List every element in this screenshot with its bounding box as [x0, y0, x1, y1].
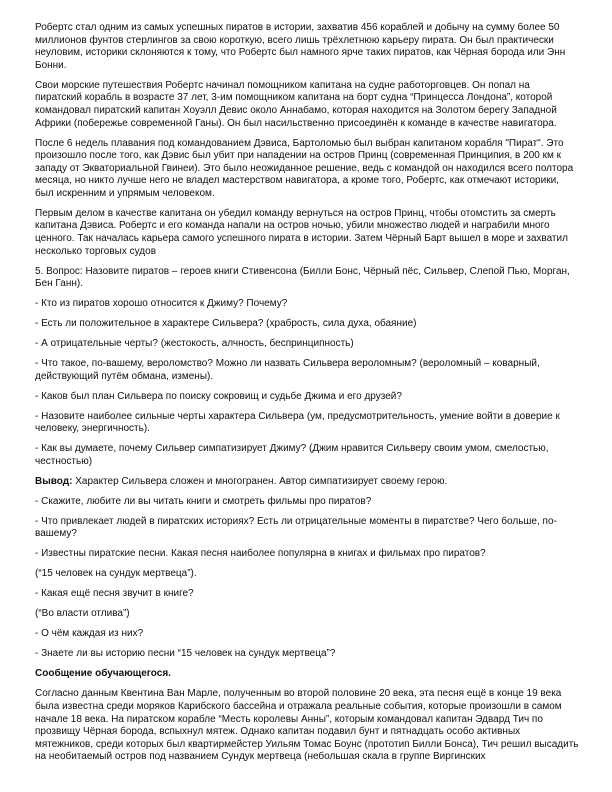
answer-song-1: (“15 человек на сундук мертвеца”).	[35, 568, 197, 580]
conclusion-text: Характер Сильвера сложен и многогранен. Автор симпатизирует своему герою.	[72, 475, 448, 487]
question-jim: - Кто из пиратов хорошо относится к Джиму? Почему?	[35, 298, 288, 310]
section-heading: Сообщение обучающегося.	[35, 668, 171, 680]
question-books-films: - Скажите, любите ли вы читать книги и смотреть фильмы про пиратов?	[35, 495, 372, 507]
paragraph-song-history: Согласно данным Квентина Ван Марле, полученным во второй половине 20 века, эта песня ещё в конце 19 века была известна среди моряков Карибского бассейна и отражала реальные события, которые произошли в самом начале 18 века. На пиратском корабле “Месть королевы Анны”, которым командовал капитан Эдвард Тич по прозвищу Чёрная борода, вспыхнул мятеж. Однако капитан подавил бунт и пятнадцать особо активных мятежников, среди которых был квартирмейстер Уильям Томас Боунс (прототип Билли Бонса), Тич решил высадить на необитаемый остров под названием Сундук мертвеца (небольшая скала в группе Виргинских	[35, 688, 579, 763]
paragraph-roberts-revenge: Первым делом в качестве капитана он убедил команду вернуться на остров Принц, чтобы отомстить за смерть капитана Дэвиса. Робертс и его команда напали на остров ночью, убили множество людей и награбили много ценного. Так началась карьера самого успешного пирата в истории. Затем Чёрный Барт вышел в море и захватил несколько торговых судов	[35, 207, 568, 257]
paragraph-roberts-voyages: Свои морские путешествия Робертс начинал помощником капитана на судне работорговцев. Он попал на пиратский корабль в возрасте 37 лет, 3-им помощником капитана на борт судна “Принцесса Лондона”, которой командовал пиратский капитан Хоуэлл Девис около Аннабамо, которая находится на Золотом берегу Западной Африки (побережье современной Ганы). Он был насильственно присоединён к команде в качестве навигатора.	[35, 79, 557, 129]
question-silver-negative: - А отрицательные черты? (жестокость, алчность, беспринципность)	[35, 338, 354, 350]
question-silver-sympathy: - Как вы думаете, почему Сильвер симпатизирует Джиму? (Джим нравится Сильверу своим умом, смелостью, честностью)	[35, 443, 549, 467]
conclusion-label: Вывод:	[35, 475, 73, 487]
conclusion	[35, 476, 579, 489]
question-song-meaning: - О чём каждая из них?	[35, 628, 144, 640]
question-silver-strengths: - Назовите наиболее сильные черты характера Сильвера (ум, предусмотрительность, умение войти в доверие к человеку, энергичность).	[35, 410, 560, 435]
question-song-history: - Знаете ли вы историю песни “15 человек на сундук мертвеца”?	[35, 648, 336, 660]
question-5: 5. Вопрос: Назовите пиратов – героев книги Стивенсона (Билли Бонс, Чёрный пёс, Сильвер, Слепой Пью, Морган, Бен Ганн).	[35, 265, 570, 290]
document-body	[35, 22, 579, 771]
question-silver-positive: - Есть ли положительное в характере Сильвера? (храбрость, сила духа, обаяние)	[35, 318, 417, 330]
answer-song-2: (“Во власти отлива”)	[35, 608, 130, 620]
question-pirate-stories: - Что привлекает людей в пиратских историях? Есть ли отрицательные моменты в пиратстве? Чего больше, по-вашему?	[35, 515, 557, 540]
question-pirate-songs: - Известны пиратские песни. Какая песня наиболее популярна в книгах и фильмах про пиратов?	[35, 548, 486, 560]
question-silver-plan: - Каков был план Сильвера по поиску сокровищ и судьбе Джима и его друзей?	[35, 390, 402, 402]
paragraph-roberts-captain: После 6 недель плавания под командованием Дэвиса, Бартоломью был выбран капитаном корабля "Пират". Это произошло после того, как Дэвис был убит при нападении на остров Принц (современная Принципия, в 200 км к западу от Экваториальной Гвинеи). Это было неожиданное решение, ведь с командой он находился всего полтора месяца, но никто лучше него не владел мастерством навигатора, а кроме того, Робертс, как отмечают историки, был искренним и упрямым человеком.	[35, 137, 574, 199]
question-another-song: - Какая ещё песня звучит в книге?	[35, 588, 194, 600]
question-treachery: - Что такое, по-вашему, вероломство? Можно ли назвать Сильвера вероломным? (вероломный – коварный, действующий путём обмана, измены).	[35, 358, 540, 382]
paragraph-roberts-career: Робертс стал одним из самых успешных пиратов в истории, захватив 456 кораблей и добычу на сумму более 50 миллионов фунтов стерлингов за свою короткую, всего лишь трёхлетнюю карьеру пирата. Он был практически неуловим, историки склоняются к тому, что Робертс был намного ярче таких пиратов, как Чёрная борода или Энн Бонни.	[35, 22, 566, 71]
